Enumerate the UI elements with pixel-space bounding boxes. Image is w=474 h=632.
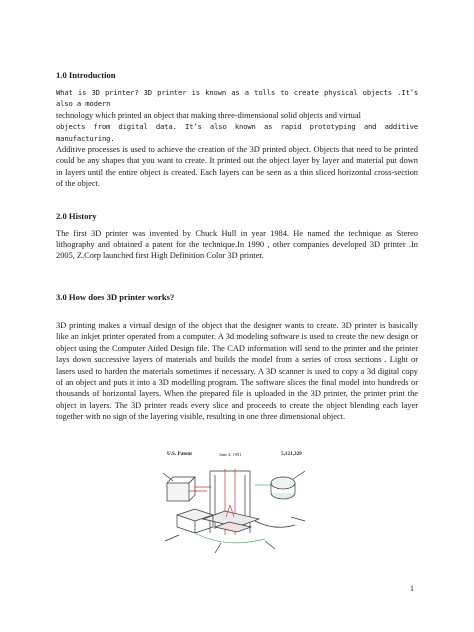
section-heading: 2.0 History <box>56 210 97 221</box>
section-history <box>56 211 418 262</box>
document-body <box>56 70 418 444</box>
patent-figure <box>155 449 315 559</box>
paragraph-line: What is 3D printer? 3D printer is known as a tolls to create physical objects .It’s also a modern <box>56 88 418 109</box>
section-heading: 3.0 How does 3D printer works? <box>56 291 175 302</box>
section-heading: 1.0 Introduction <box>56 70 116 80</box>
patent-label: U.S. Patent <box>167 451 192 457</box>
figure-header <box>155 449 315 461</box>
section-how-it-works <box>56 292 418 423</box>
section-introduction <box>56 70 418 190</box>
page-number: 1 <box>410 584 414 593</box>
paragraph-text: The first 3D printer was invented by Chuck Hull in year 1984. He named the technique as Stereo lithography and obtained a patent for the technique.In 1990 , other companies developed 3D printer .In 2005, Z.Corp launched first High Definition Color 3D printer. <box>56 228 418 261</box>
patent-number: 5,121,329 <box>281 451 302 457</box>
paragraph-text: Additive processes is used to achieve the creation of the 3D printed object. Objects that need to be printed could be any shapes that you want to create. It printed out the object layer by layer and material put down in layers until the entire object is created. Each layers can be seen as a thin sliced horizontal cross-section of the object. <box>56 145 418 189</box>
patent-date: June 4, 1991 <box>219 451 242 457</box>
printer-drawing <box>155 461 315 559</box>
paragraph-text: 3D printing makes a virtual design of the object that the designer wants to create. 3D printer is basically like an inkjet printer operated from a computer. A 3d modeling software is used to create the new design or object using the Computer Aided Design file. The CAD information will send to the printer and the printer lays down successive layers of materials and builds the model from a series of cross sections . Light or lasers used to harden the materials sometimes if necessary. A 3D scanner is used to copy a 3d digital copy of an object and puts it into a 3D modelling program. The software slices the final model into hundreds or thousands of horizontal layers. When the prepared file is uploaded in the 3D printer, the printer print the object in layers. The 3D printer reads every slice and proceeds to create the object blending each layer together with no sign of the layering visible, resulting in one three dimensional object. <box>56 320 418 422</box>
paragraph-line: objects from digital data. It’s also known as rapid prototyping and additive manufacturing. <box>56 122 418 143</box>
paragraph-line: technology which printed an object that making three-dimensional solid objects and virtual <box>56 110 361 120</box>
